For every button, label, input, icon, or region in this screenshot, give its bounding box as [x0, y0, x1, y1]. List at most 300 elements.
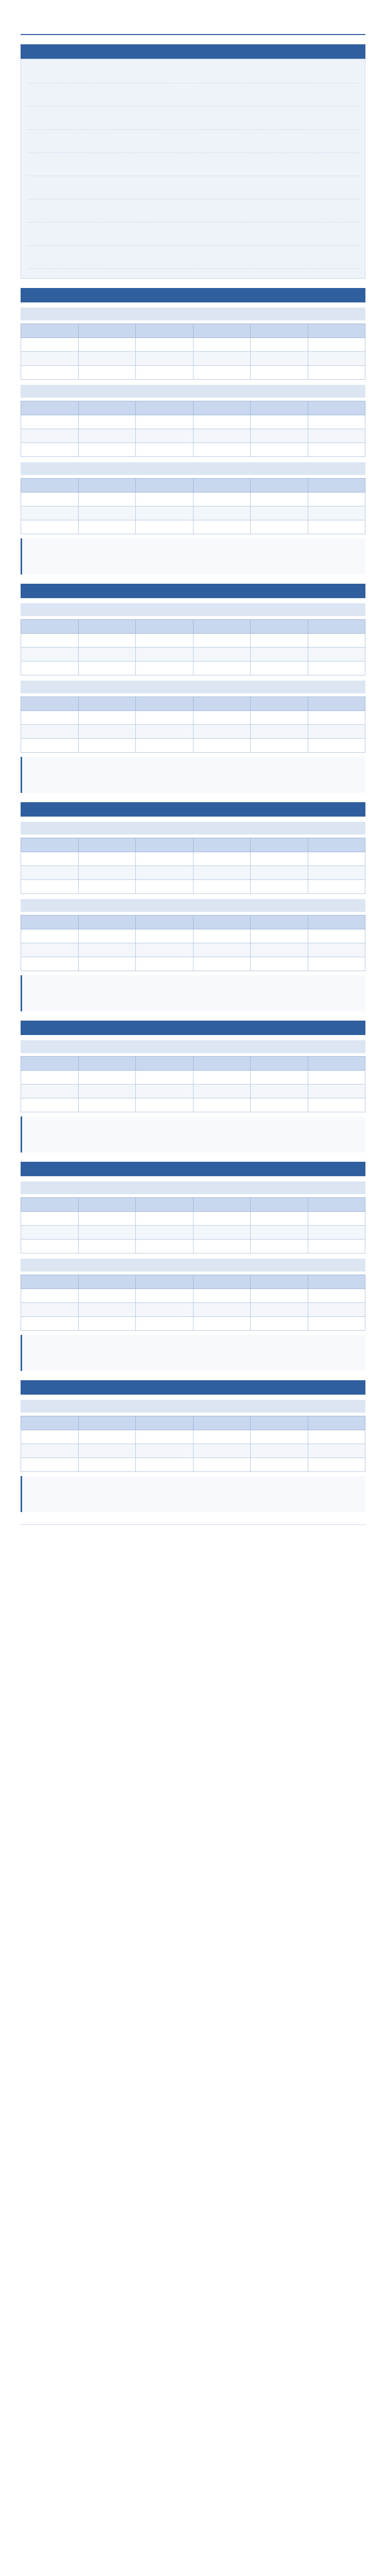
table-cell — [21, 634, 79, 648]
table-cell — [78, 1430, 136, 1444]
column-header — [136, 916, 194, 929]
column-header — [193, 697, 251, 711]
report-title — [21, 8, 365, 21]
table-row — [21, 352, 365, 366]
table-cell — [136, 852, 194, 866]
table-cell — [21, 493, 79, 506]
table-cell — [78, 1212, 136, 1226]
table-cell — [251, 1098, 308, 1112]
table-cell — [136, 1098, 194, 1112]
table-cell — [193, 725, 251, 739]
table-cell — [21, 1430, 79, 1444]
table-cell — [21, 1098, 79, 1112]
report-date — [21, 23, 365, 30]
table-title — [21, 822, 365, 835]
table-cell — [21, 520, 79, 534]
table-row — [21, 739, 365, 753]
table-cell — [78, 1098, 136, 1112]
table-cell — [21, 1289, 79, 1303]
table-cell — [308, 929, 365, 943]
table-cell — [251, 1444, 308, 1458]
table-cell — [193, 1303, 251, 1317]
table-cell — [78, 880, 136, 894]
column-header — [193, 401, 251, 415]
table-header-row — [21, 324, 365, 338]
table-cell — [308, 1098, 365, 1112]
news-heading — [21, 44, 365, 59]
table-row — [21, 880, 365, 894]
table-cell — [78, 415, 136, 429]
table-cell — [193, 852, 251, 866]
table-cell — [251, 866, 308, 880]
table-header-row — [21, 401, 365, 415]
column-header — [78, 916, 136, 929]
table-cell — [193, 711, 251, 725]
column-header — [308, 838, 365, 852]
column-header — [251, 838, 308, 852]
report-section — [21, 1380, 365, 1512]
table-cell — [136, 443, 194, 457]
column-header — [193, 1198, 251, 1212]
table-cell — [136, 338, 194, 352]
table-cell — [21, 648, 79, 662]
table-cell — [308, 648, 365, 662]
table-cell — [21, 1084, 79, 1098]
column-header — [251, 1275, 308, 1289]
table-cell — [21, 1444, 79, 1458]
table-cell — [193, 506, 251, 520]
table-header-row — [21, 620, 365, 634]
price-table — [21, 1056, 365, 1112]
news-section — [21, 44, 365, 279]
table-cell — [136, 739, 194, 753]
column-header — [251, 401, 308, 415]
column-header — [78, 324, 136, 338]
table-cell — [78, 429, 136, 443]
table-cell — [308, 852, 365, 866]
table-cell — [78, 739, 136, 753]
table-cell — [78, 1303, 136, 1317]
table-cell — [21, 662, 79, 675]
table-cell — [136, 866, 194, 880]
news-item — [27, 227, 359, 246]
column-header — [193, 1275, 251, 1289]
table-cell — [21, 1071, 79, 1084]
column-header — [136, 1057, 194, 1071]
table-cell — [193, 1226, 251, 1240]
table-cell — [251, 880, 308, 894]
column-header — [78, 401, 136, 415]
column-header — [308, 1275, 365, 1289]
column-header — [193, 479, 251, 493]
table-cell — [193, 493, 251, 506]
table-cell — [78, 1444, 136, 1458]
news-item — [27, 157, 359, 176]
table-cell — [193, 1084, 251, 1098]
table-cell — [193, 1071, 251, 1084]
table-row — [21, 852, 365, 866]
news-item — [27, 250, 359, 269]
table-cell — [21, 943, 79, 957]
column-header — [21, 1275, 79, 1289]
table-cell — [78, 493, 136, 506]
table-cell — [308, 1084, 365, 1098]
table-cell — [136, 957, 194, 971]
table-cell — [136, 1444, 194, 1458]
column-header — [308, 479, 365, 493]
news-item — [27, 64, 359, 83]
table-cell — [21, 352, 79, 366]
column-header — [193, 916, 251, 929]
table-cell — [78, 1458, 136, 1472]
table-title — [21, 899, 365, 912]
table-cell — [308, 1303, 365, 1317]
table-cell — [251, 520, 308, 534]
column-header — [21, 479, 79, 493]
table-cell — [136, 1430, 194, 1444]
table-row — [21, 338, 365, 352]
column-header — [308, 697, 365, 711]
column-header — [21, 697, 79, 711]
price-table — [21, 478, 365, 534]
table-cell — [251, 493, 308, 506]
table-cell — [21, 1226, 79, 1240]
table-cell — [308, 1444, 365, 1458]
table-cell — [193, 1444, 251, 1458]
table-cell — [251, 1458, 308, 1472]
column-header — [21, 1198, 79, 1212]
column-header — [78, 838, 136, 852]
table-cell — [193, 880, 251, 894]
table-row — [21, 957, 365, 971]
table-cell — [136, 366, 194, 380]
report-section — [21, 802, 365, 1011]
table-cell — [78, 634, 136, 648]
table-cell — [251, 711, 308, 725]
table-cell — [308, 880, 365, 894]
table-title — [21, 603, 365, 616]
table-cell — [308, 739, 365, 753]
table-row — [21, 725, 365, 739]
column-header — [251, 1416, 308, 1430]
table-cell — [308, 1226, 365, 1240]
table-cell — [308, 1289, 365, 1303]
price-table — [21, 401, 365, 457]
table-cell — [136, 880, 194, 894]
table-title — [21, 308, 365, 320]
table-cell — [251, 1240, 308, 1253]
table-header-row — [21, 838, 365, 852]
table-cell — [78, 957, 136, 971]
section-heading — [21, 288, 365, 302]
table-row — [21, 711, 365, 725]
table-cell — [193, 648, 251, 662]
table-header-row — [21, 697, 365, 711]
price-table — [21, 1197, 365, 1253]
section-commentary — [21, 1476, 365, 1512]
table-cell — [136, 415, 194, 429]
table-cell — [21, 852, 79, 866]
table-row — [21, 1289, 365, 1303]
table-header-row — [21, 1416, 365, 1430]
table-cell — [136, 1289, 194, 1303]
column-header — [21, 1057, 79, 1071]
table-cell — [21, 929, 79, 943]
table-row — [21, 429, 365, 443]
table-row — [21, 1430, 365, 1444]
table-cell — [308, 520, 365, 534]
column-header — [193, 1416, 251, 1430]
table-cell — [78, 852, 136, 866]
table-cell — [136, 1226, 194, 1240]
table-cell — [251, 662, 308, 675]
table-row — [21, 493, 365, 506]
column-header — [308, 324, 365, 338]
table-cell — [21, 957, 79, 971]
table-cell — [21, 711, 79, 725]
section-commentary — [21, 1335, 365, 1371]
table-cell — [308, 662, 365, 675]
table-cell — [78, 648, 136, 662]
table-cell — [78, 506, 136, 520]
table-cell — [21, 338, 79, 352]
table-row — [21, 1084, 365, 1098]
report-header — [21, 8, 365, 35]
table-cell — [193, 352, 251, 366]
table-title — [21, 1040, 365, 1053]
column-header — [251, 697, 308, 711]
column-header — [308, 401, 365, 415]
table-row — [21, 1226, 365, 1240]
table-cell — [308, 338, 365, 352]
column-header — [78, 479, 136, 493]
column-header — [251, 620, 308, 634]
table-cell — [193, 1430, 251, 1444]
table-cell — [308, 943, 365, 957]
table-cell — [78, 1226, 136, 1240]
report-footer — [21, 1524, 365, 1536]
table-cell — [251, 1084, 308, 1098]
table-cell — [136, 1212, 194, 1226]
column-header — [193, 620, 251, 634]
table-cell — [136, 648, 194, 662]
table-cell — [251, 929, 308, 943]
column-header — [308, 1416, 365, 1430]
table-cell — [21, 739, 79, 753]
table-row — [21, 415, 365, 429]
section-heading — [21, 802, 365, 817]
table-cell — [21, 1317, 79, 1331]
column-header — [78, 1057, 136, 1071]
section-commentary — [21, 757, 365, 793]
table-cell — [251, 338, 308, 352]
table-cell — [136, 725, 194, 739]
table-cell — [308, 634, 365, 648]
table-cell — [193, 957, 251, 971]
table-cell — [78, 1071, 136, 1084]
table-cell — [136, 506, 194, 520]
table-cell — [136, 634, 194, 648]
table-cell — [21, 1212, 79, 1226]
table-cell — [21, 725, 79, 739]
section-commentary — [21, 538, 365, 574]
column-header — [136, 1198, 194, 1212]
table-cell — [251, 1212, 308, 1226]
table-cell — [251, 943, 308, 957]
table-title — [21, 1400, 365, 1413]
table-cell — [193, 443, 251, 457]
table-row — [21, 634, 365, 648]
table-cell — [251, 1071, 308, 1084]
column-header — [21, 838, 79, 852]
table-cell — [193, 866, 251, 880]
table-cell — [308, 366, 365, 380]
table-cell — [251, 852, 308, 866]
column-header — [21, 401, 79, 415]
table-cell — [193, 662, 251, 675]
table-header-row — [21, 1275, 365, 1289]
table-cell — [136, 711, 194, 725]
table-row — [21, 943, 365, 957]
table-cell — [308, 443, 365, 457]
table-cell — [251, 1289, 308, 1303]
column-header — [78, 620, 136, 634]
price-table — [21, 324, 365, 380]
table-cell — [251, 648, 308, 662]
table-row — [21, 929, 365, 943]
table-cell — [251, 1226, 308, 1240]
table-cell — [308, 725, 365, 739]
table-cell — [136, 429, 194, 443]
table-cell — [78, 725, 136, 739]
table-cell — [251, 415, 308, 429]
table-cell — [21, 429, 79, 443]
table-cell — [193, 929, 251, 943]
table-row — [21, 1317, 365, 1331]
table-cell — [193, 1240, 251, 1253]
table-cell — [308, 1430, 365, 1444]
table-row — [21, 506, 365, 520]
news-item — [27, 134, 359, 153]
table-cell — [251, 366, 308, 380]
table-row — [21, 443, 365, 457]
table-cell — [78, 366, 136, 380]
section-heading — [21, 584, 365, 598]
price-table — [21, 915, 365, 971]
table-cell — [136, 493, 194, 506]
table-cell — [308, 1458, 365, 1472]
column-header — [251, 1057, 308, 1071]
table-cell — [78, 1240, 136, 1253]
price-table — [21, 619, 365, 675]
table-cell — [251, 1317, 308, 1331]
table-cell — [78, 1084, 136, 1098]
table-cell — [78, 338, 136, 352]
table-cell — [78, 662, 136, 675]
table-cell — [308, 711, 365, 725]
column-header — [78, 1275, 136, 1289]
table-title — [21, 462, 365, 475]
table-row — [21, 1212, 365, 1226]
column-header — [136, 401, 194, 415]
section-commentary — [21, 975, 365, 1011]
price-table — [21, 697, 365, 753]
table-cell — [308, 415, 365, 429]
table-cell — [21, 880, 79, 894]
column-header — [136, 697, 194, 711]
report-section — [21, 1021, 365, 1153]
column-header — [136, 1275, 194, 1289]
table-cell — [308, 1240, 365, 1253]
news-list — [21, 59, 365, 279]
price-table — [21, 1275, 365, 1331]
column-header — [193, 838, 251, 852]
table-cell — [136, 1303, 194, 1317]
table-cell — [21, 866, 79, 880]
table-cell — [193, 415, 251, 429]
table-row — [21, 1240, 365, 1253]
table-cell — [21, 1303, 79, 1317]
report-section — [21, 288, 365, 574]
column-header — [136, 324, 194, 338]
table-cell — [308, 866, 365, 880]
table-cell — [136, 352, 194, 366]
section-heading — [21, 1380, 365, 1395]
table-title — [21, 681, 365, 693]
column-header — [21, 916, 79, 929]
column-header — [308, 916, 365, 929]
table-header-row — [21, 479, 365, 493]
table-cell — [21, 443, 79, 457]
table-row — [21, 1071, 365, 1084]
table-title — [21, 1181, 365, 1194]
column-header — [308, 1057, 365, 1071]
table-cell — [193, 366, 251, 380]
table-row — [21, 648, 365, 662]
table-cell — [193, 1289, 251, 1303]
table-cell — [21, 1458, 79, 1472]
news-item — [27, 180, 359, 199]
news-item — [27, 204, 359, 223]
price-table — [21, 1416, 365, 1472]
table-cell — [251, 429, 308, 443]
table-row — [21, 520, 365, 534]
table-cell — [251, 725, 308, 739]
table-cell — [308, 1071, 365, 1084]
column-header — [251, 916, 308, 929]
column-header — [21, 620, 79, 634]
table-cell — [78, 929, 136, 943]
table-cell — [308, 506, 365, 520]
table-cell — [78, 1289, 136, 1303]
column-header — [251, 479, 308, 493]
column-header — [136, 620, 194, 634]
table-row — [21, 1458, 365, 1472]
table-row — [21, 1098, 365, 1112]
table-cell — [308, 493, 365, 506]
report-section — [21, 1162, 365, 1371]
table-cell — [308, 957, 365, 971]
section-commentary — [21, 1116, 365, 1153]
table-cell — [78, 443, 136, 457]
table-cell — [193, 1458, 251, 1472]
column-header — [136, 838, 194, 852]
column-header — [251, 324, 308, 338]
table-cell — [193, 943, 251, 957]
table-cell — [193, 520, 251, 534]
table-header-row — [21, 1057, 365, 1071]
table-cell — [193, 634, 251, 648]
